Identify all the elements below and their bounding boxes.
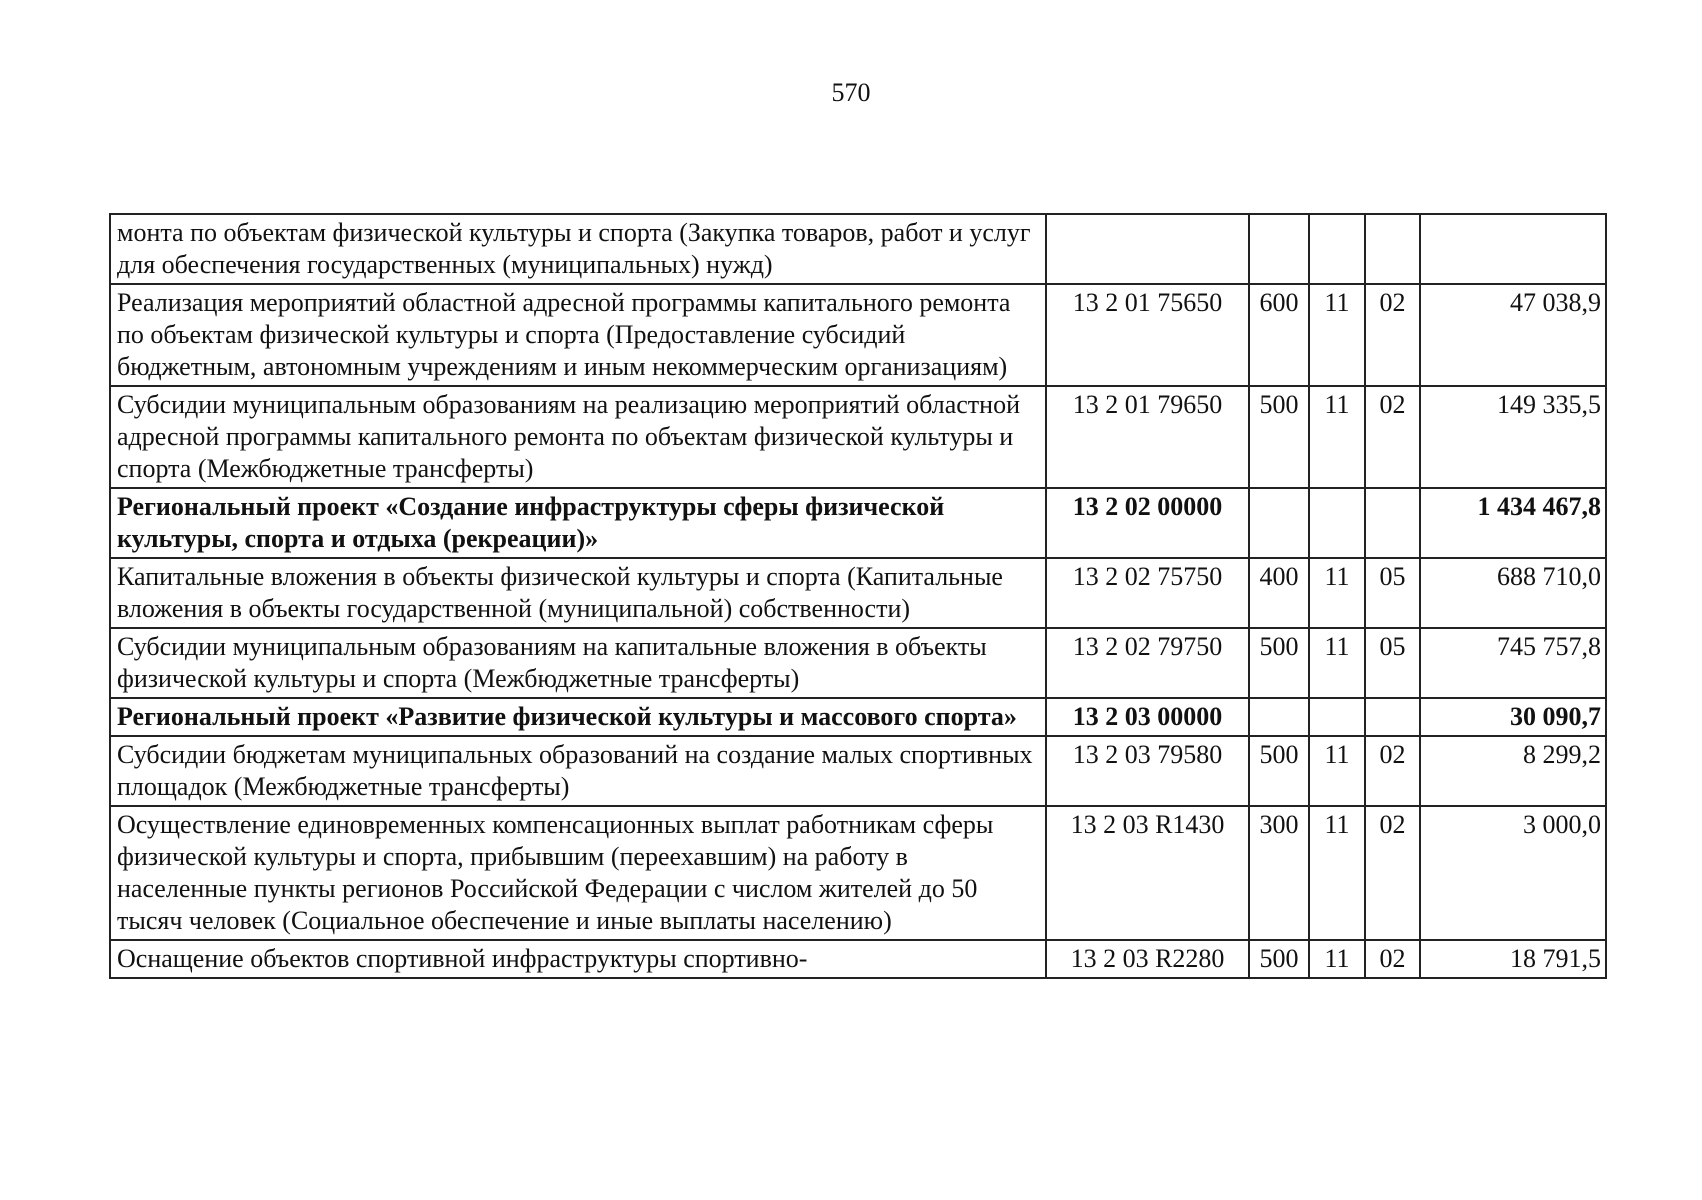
row-subsection: 02 bbox=[1365, 806, 1420, 940]
row-amount: 18 791,5 bbox=[1420, 940, 1606, 978]
table-row bbox=[110, 628, 1606, 698]
row-expense-type: 500 bbox=[1249, 940, 1309, 978]
row-section bbox=[1309, 698, 1365, 736]
row-amount bbox=[1420, 214, 1606, 284]
row-description: Субсидии муниципальным образованиям на реализацию мероприятий областной адресной программы капитального ремонта по объектам физической культуры и спорта (Межбюджетные трансферты) bbox=[110, 386, 1046, 488]
row-amount: 30 090,7 bbox=[1420, 698, 1606, 736]
table-row bbox=[110, 386, 1606, 488]
table-row bbox=[110, 558, 1606, 628]
row-subsection: 02 bbox=[1365, 736, 1420, 806]
row-expense-type: 500 bbox=[1249, 628, 1309, 698]
row-section bbox=[1309, 488, 1365, 558]
row-subsection bbox=[1365, 214, 1420, 284]
table-body bbox=[110, 214, 1606, 978]
row-section: 11 bbox=[1309, 628, 1365, 698]
row-description: Реализация мероприятий областной адресной программы капитального ремонта по объектам физической культуры и спорта (Предоставление субсидий бюджетным, автономным учреждениям и иным некоммерческим организациям) bbox=[110, 284, 1046, 386]
row-expense-type bbox=[1249, 214, 1309, 284]
row-amount: 47 038,9 bbox=[1420, 284, 1606, 386]
row-section: 11 bbox=[1309, 386, 1365, 488]
row-target-code: 13 2 02 00000 bbox=[1046, 488, 1249, 558]
row-target-code bbox=[1046, 214, 1249, 284]
table-row bbox=[110, 806, 1606, 940]
row-subsection: 02 bbox=[1365, 940, 1420, 978]
table-row bbox=[110, 214, 1606, 284]
row-amount: 745 757,8 bbox=[1420, 628, 1606, 698]
row-expense-type: 400 bbox=[1249, 558, 1309, 628]
row-target-code: 13 2 02 79750 bbox=[1046, 628, 1249, 698]
row-description: монта по объектам физической культуры и спорта (Закупка товаров, работ и услуг для обеспечения государственных (муниципальных) нужд) bbox=[110, 214, 1046, 284]
table-row bbox=[110, 940, 1606, 978]
row-description: Капитальные вложения в объекты физической культуры и спорта (Капитальные вложения в объекты государственной (муниципальной) собственности) bbox=[110, 558, 1046, 628]
row-section: 11 bbox=[1309, 806, 1365, 940]
row-subsection: 05 bbox=[1365, 628, 1420, 698]
row-expense-type: 600 bbox=[1249, 284, 1309, 386]
row-expense-type bbox=[1249, 488, 1309, 558]
row-amount: 149 335,5 bbox=[1420, 386, 1606, 488]
row-target-code: 13 2 03 79580 bbox=[1046, 736, 1249, 806]
row-target-code: 13 2 01 75650 bbox=[1046, 284, 1249, 386]
table-row bbox=[110, 736, 1606, 806]
page-number: 570 bbox=[831, 78, 871, 107]
row-subsection: 02 bbox=[1365, 284, 1420, 386]
row-description: Субсидии муниципальным образованиям на капитальные вложения в объекты физической культуры и спорта (Межбюджетные трансферты) bbox=[110, 628, 1046, 698]
table-row bbox=[110, 284, 1606, 386]
row-section: 11 bbox=[1309, 284, 1365, 386]
row-subsection: 02 bbox=[1365, 386, 1420, 488]
row-description: Субсидии бюджетам муниципальных образований на создание малых спортивных площадок (Межбюджетные трансферты) bbox=[110, 736, 1046, 806]
row-amount: 688 710,0 bbox=[1420, 558, 1606, 628]
row-amount: 8 299,2 bbox=[1420, 736, 1606, 806]
row-section bbox=[1309, 214, 1365, 284]
table-row bbox=[110, 698, 1606, 736]
row-description: Региональный проект «Создание инфраструктуры сферы физической культуры, спорта и отдыха (рекреации)» bbox=[110, 488, 1046, 558]
row-target-code: 13 2 03 R2280 bbox=[1046, 940, 1249, 978]
table-row bbox=[110, 488, 1606, 558]
row-amount: 3 000,0 bbox=[1420, 806, 1606, 940]
row-description: Региональный проект «Развитие физической культуры и массового спорта» bbox=[110, 698, 1046, 736]
row-expense-type: 500 bbox=[1249, 386, 1309, 488]
budget-table bbox=[109, 213, 1607, 979]
row-expense-type: 500 bbox=[1249, 736, 1309, 806]
row-section: 11 bbox=[1309, 736, 1365, 806]
row-amount: 1 434 467,8 bbox=[1420, 488, 1606, 558]
row-subsection: 05 bbox=[1365, 558, 1420, 628]
row-expense-type: 300 bbox=[1249, 806, 1309, 940]
row-target-code: 13 2 03 R1430 bbox=[1046, 806, 1249, 940]
row-expense-type bbox=[1249, 698, 1309, 736]
row-description: Оснащение объектов спортивной инфраструктуры спортивно- bbox=[110, 940, 1046, 978]
row-subsection bbox=[1365, 698, 1420, 736]
row-target-code: 13 2 01 79650 bbox=[1046, 386, 1249, 488]
row-section: 11 bbox=[1309, 940, 1365, 978]
row-description: Осуществление единовременных компенсационных выплат работникам сферы физической культуры и спорта, прибывшим (переехавшим) на работу в населенные пункты регионов Российской Федерации с числом жителей до 50 тысяч человек (Социальное обеспечение и иные выплаты населению) bbox=[110, 806, 1046, 940]
row-subsection bbox=[1365, 488, 1420, 558]
row-target-code: 13 2 03 00000 bbox=[1046, 698, 1249, 736]
row-target-code: 13 2 02 75750 bbox=[1046, 558, 1249, 628]
row-section: 11 bbox=[1309, 558, 1365, 628]
